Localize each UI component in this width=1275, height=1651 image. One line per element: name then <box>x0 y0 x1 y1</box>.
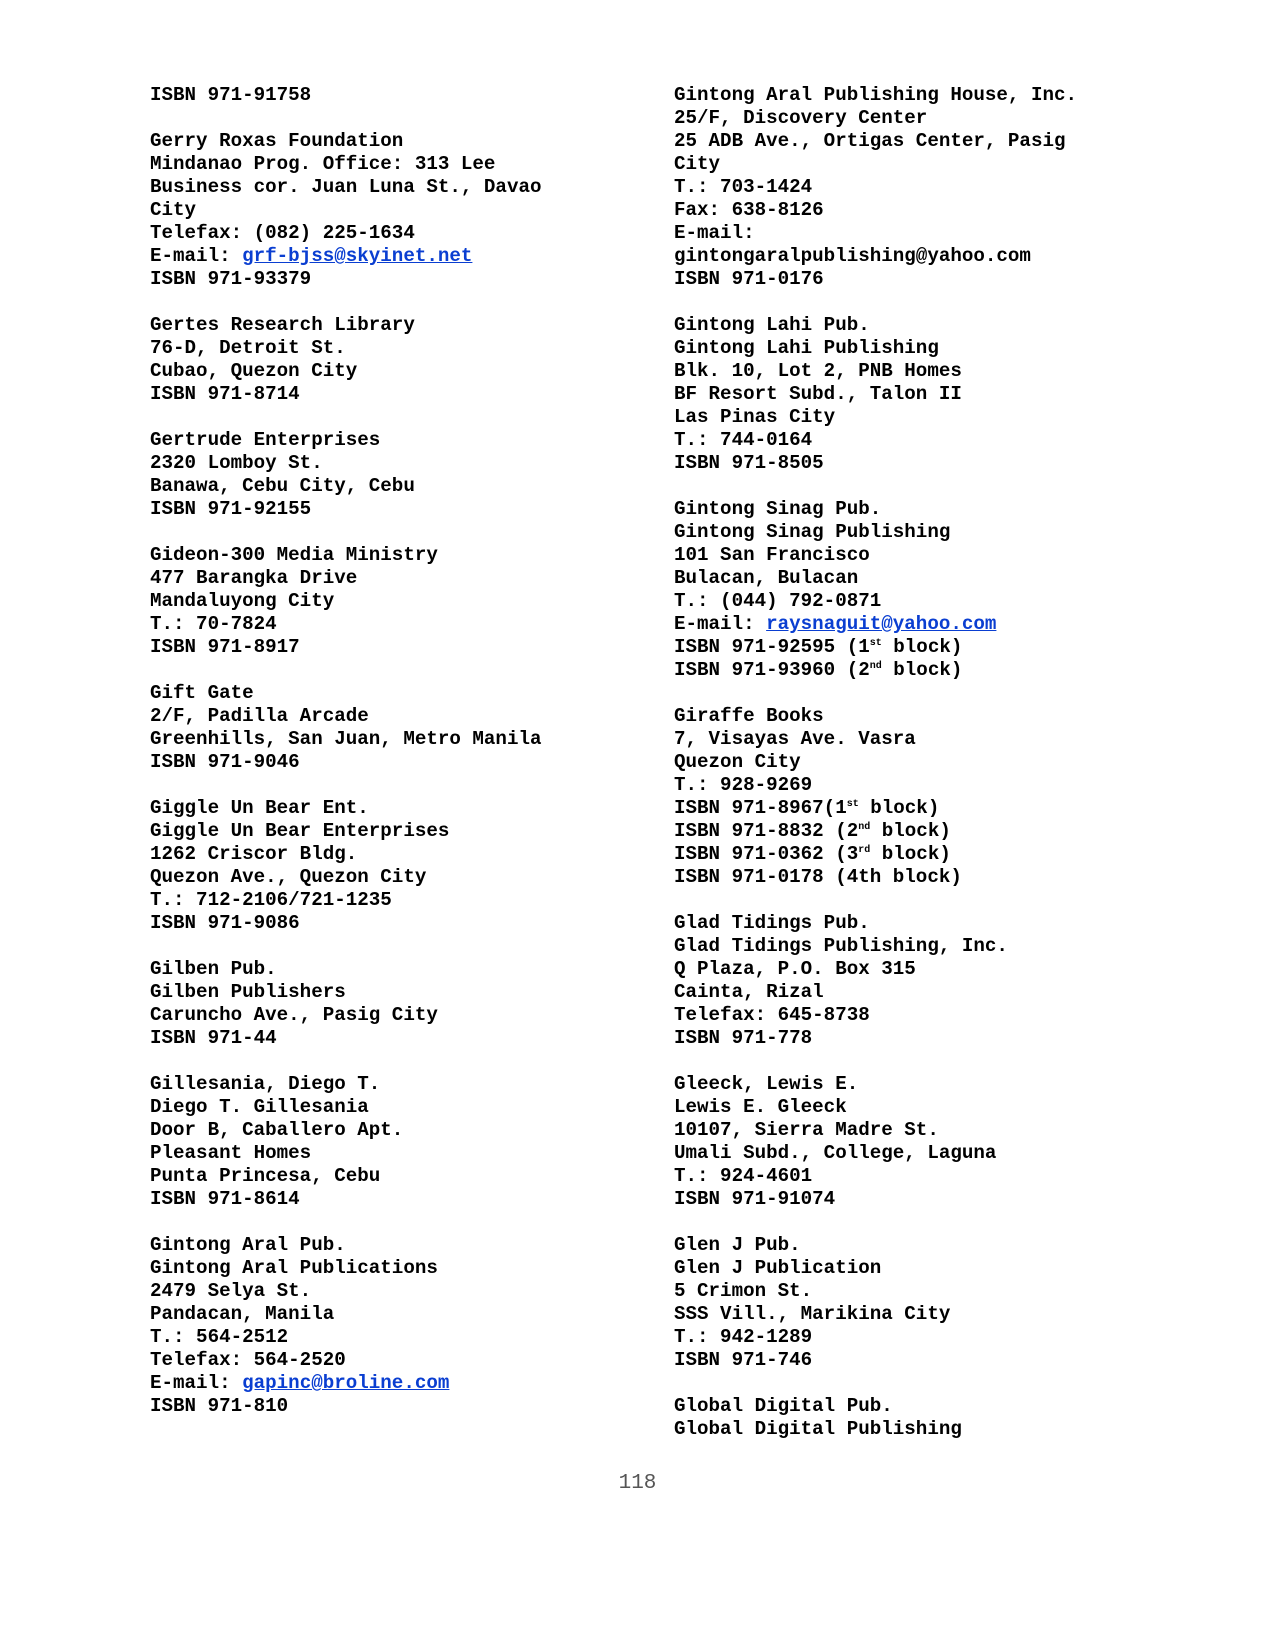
entry-line: Pleasant Homes <box>150 1142 312 1164</box>
entry-line: Business cor. Juan Luna St., Davao <box>150 176 542 198</box>
entry-line: ISBN 971-44 <box>150 1027 277 1049</box>
entry-line: BF Resort Subd., Talon II <box>674 383 962 405</box>
email-link[interactable]: raysnaguit@yahoo.com <box>766 613 997 635</box>
entry-line: Gintong Aral Publications <box>150 1257 438 1279</box>
entry-line: ISBN 971-746 <box>674 1349 813 1371</box>
email-link[interactable]: gapinc@broline.com <box>242 1372 450 1394</box>
entry-email-line <box>674 613 1144 636</box>
isbn-block-line: ISBN 971-0362 (3rd block) <box>674 843 951 865</box>
directory-entry <box>674 912 1144 1050</box>
entry-line: ISBN 971-9086 <box>150 912 300 934</box>
directory-entry <box>150 1234 620 1418</box>
entry-line: ISBN 971-0176 <box>674 268 824 290</box>
entry-line: Giggle Un Bear Enterprises <box>150 820 450 842</box>
email-label: E-mail: <box>674 613 767 635</box>
email-link[interactable]: grf-bjss@skyinet.net <box>242 245 473 267</box>
entry-line: Q Plaza, P.O. Box 315 <box>674 958 916 980</box>
entry-line: Gertrude Enterprises <box>150 429 381 451</box>
entry-line: Gintong Lahi Pub. <box>674 314 870 336</box>
entry-line: City <box>150 199 197 221</box>
isbn-block-line: ISBN 971-93960 (2nd block) <box>674 659 963 681</box>
entry-line: 5 Crimon St. <box>674 1280 813 1302</box>
entry-line: gintongaralpublishing@yahoo.com <box>674 245 1031 267</box>
entry-line: Punta Princesa, Cebu <box>150 1165 381 1187</box>
entry-line: ISBN 971-8614 <box>150 1188 300 1210</box>
directory-entry <box>674 314 1144 475</box>
entry-line: Fax: 638-8126 <box>674 199 824 221</box>
directory-entry <box>150 958 620 1050</box>
isbn-block-line: ISBN 971-0178 (4th block) <box>674 866 962 888</box>
entry-line: Global Digital Pub. <box>674 1395 893 1417</box>
directory-entry <box>150 314 620 406</box>
entry-line: Mandaluyong City <box>150 590 335 612</box>
entry-line: T.: 70-7824 <box>150 613 277 635</box>
directory-entry <box>150 1073 620 1211</box>
entry-line: Bulacan, Bulacan <box>674 567 859 589</box>
entry-line: ISBN 971-92155 <box>150 498 312 520</box>
entry-line: Quezon City <box>674 751 801 773</box>
entry-line: 101 San Francisco <box>674 544 870 566</box>
isbn-block-line: ISBN 971-8832 (2nd block) <box>674 820 951 842</box>
entry-line: Banawa, Cebu City, Cebu <box>150 475 415 497</box>
entry-line: ISBN 971-8714 <box>150 383 300 405</box>
page-number: 118 <box>618 1472 657 1495</box>
entry-line: Giggle Un Bear Ent. <box>150 797 369 819</box>
entry-line: Greenhills, San Juan, Metro Manila <box>150 728 542 750</box>
entry-line: 10107, Sierra Madre St. <box>674 1119 939 1141</box>
entry-line: ISBN 971-8505 <box>674 452 824 474</box>
entry-line: T.: 703-1424 <box>674 176 813 198</box>
entry-line: E-mail: <box>674 222 755 244</box>
isbn-block-line: ISBN 971-8967(1st block) <box>674 797 940 819</box>
entry-line: T.: 564-2512 <box>150 1326 289 1348</box>
directory-entry <box>674 705 1144 889</box>
entry-line: ISBN 971-8917 <box>150 636 300 658</box>
entry-line: ISBN 971-93379 <box>150 268 312 290</box>
entry-line: 25/F, Discovery Center <box>674 107 928 129</box>
directory-entry <box>150 84 620 107</box>
entry-line: T.: 928-9269 <box>674 774 813 796</box>
directory-entry <box>150 682 620 774</box>
entry-line: Giraffe Books <box>674 705 824 727</box>
entry-line: 2/F, Padilla Arcade <box>150 705 369 727</box>
ordinal-suffix: rd <box>858 845 871 856</box>
entry-line: Gideon-300 Media Ministry <box>150 544 438 566</box>
email-label: E-mail: <box>150 1372 243 1394</box>
email-label: E-mail: <box>150 245 243 267</box>
entry-line: Gerry Roxas Foundation <box>150 130 404 152</box>
entry-line: ISBN 971-91758 <box>150 84 312 106</box>
entry-line: T.: 744-0164 <box>674 429 813 451</box>
ordinal-suffix: nd <box>869 661 882 672</box>
directory-entry <box>150 544 620 659</box>
entry-line: 2479 Selya St. <box>150 1280 312 1302</box>
entry-line: Gintong Sinag Pub. <box>674 498 882 520</box>
directory-entry <box>674 84 1144 291</box>
entry-line: Gleeck, Lewis E. <box>674 1073 859 1095</box>
entry-line: Umali Subd., College, Laguna <box>674 1142 997 1164</box>
entry-line: Glen J Publication <box>674 1257 882 1279</box>
entry-line: Gilben Publishers <box>150 981 346 1003</box>
entry-line: Gertes Research Library <box>150 314 415 336</box>
entry-line: City <box>674 153 721 175</box>
entry-line: Blk. 10, Lot 2, PNB Homes <box>674 360 962 382</box>
entry-line: 2320 Lomboy St. <box>150 452 323 474</box>
directory-entry <box>674 1234 1144 1372</box>
directory-entry <box>150 797 620 935</box>
entry-line: SSS Vill., Marikina City <box>674 1303 951 1325</box>
entry-line: Cainta, Rizal <box>674 981 824 1003</box>
entry-line: Gintong Sinag Publishing <box>674 521 951 543</box>
entry-line: Gintong Lahi Publishing <box>674 337 939 359</box>
ordinal-suffix: nd <box>858 822 871 833</box>
entry-line: Telefax: 564-2520 <box>150 1349 346 1371</box>
entry-line: T.: (044) 792-0871 <box>674 590 882 612</box>
directory-entry <box>674 498 1144 682</box>
entry-line: Glad Tidings Publishing, Inc. <box>674 935 1008 957</box>
entry-email-line <box>150 245 620 268</box>
directory-entry <box>150 130 620 291</box>
entry-line: Quezon Ave., Quezon City <box>150 866 427 888</box>
entry-line: Global Digital Publishing <box>674 1418 962 1440</box>
directory-entry <box>150 429 620 521</box>
entry-line: Glen J Pub. <box>674 1234 801 1256</box>
entry-line: Lewis E. Gleeck <box>674 1096 847 1118</box>
left-column <box>150 84 620 1441</box>
entry-line: T.: 924-4601 <box>674 1165 813 1187</box>
entry-line: 25 ADB Ave., Ortigas Center, Pasig <box>674 130 1066 152</box>
ordinal-suffix: st <box>869 638 882 649</box>
entry-line: ISBN 971-91074 <box>674 1188 836 1210</box>
right-column <box>674 84 1144 1464</box>
entry-line: Glad Tidings Pub. <box>674 912 870 934</box>
directory-entry <box>674 1395 1144 1441</box>
entry-line: Las Pinas City <box>674 406 836 428</box>
entry-line: 7, Visayas Ave. Vasra <box>674 728 916 750</box>
entry-line: Gintong Aral Pub. <box>150 1234 346 1256</box>
entry-line: Gillesania, Diego T. <box>150 1073 381 1095</box>
entry-line: Mindanao Prog. Office: 313 Lee <box>150 153 496 175</box>
entry-line: Diego T. Gillesania <box>150 1096 369 1118</box>
entry-line: Gift Gate <box>150 682 254 704</box>
entry-line: 76-D, Detroit St. <box>150 337 346 359</box>
directory-entry <box>674 1073 1144 1211</box>
entry-line: T.: 712-2106/721-1235 <box>150 889 392 911</box>
entry-line: ISBN 971-810 <box>150 1395 289 1417</box>
entry-line: Caruncho Ave., Pasig City <box>150 1004 438 1026</box>
isbn-block-line: ISBN 971-92595 (1st block) <box>674 636 963 658</box>
entry-line: Telefax: (082) 225-1634 <box>150 222 415 244</box>
entry-email-line <box>150 1372 620 1395</box>
entry-line: Cubao, Quezon City <box>150 360 358 382</box>
entry-line: 477 Barangka Drive <box>150 567 358 589</box>
ordinal-suffix: st <box>846 799 859 810</box>
entry-line: 1262 Criscor Bldg. <box>150 843 358 865</box>
entry-line: Telefax: 645-8738 <box>674 1004 870 1026</box>
entry-line: Gintong Aral Publishing House, Inc. <box>674 84 1078 106</box>
entry-line: T.: 942-1289 <box>674 1326 813 1348</box>
entry-line: ISBN 971-778 <box>674 1027 813 1049</box>
entry-line: Door B, Caballero Apt. <box>150 1119 404 1141</box>
entry-line: Gilben Pub. <box>150 958 277 980</box>
entry-line: Pandacan, Manila <box>150 1303 335 1325</box>
entry-line: ISBN 971-9046 <box>150 751 300 773</box>
